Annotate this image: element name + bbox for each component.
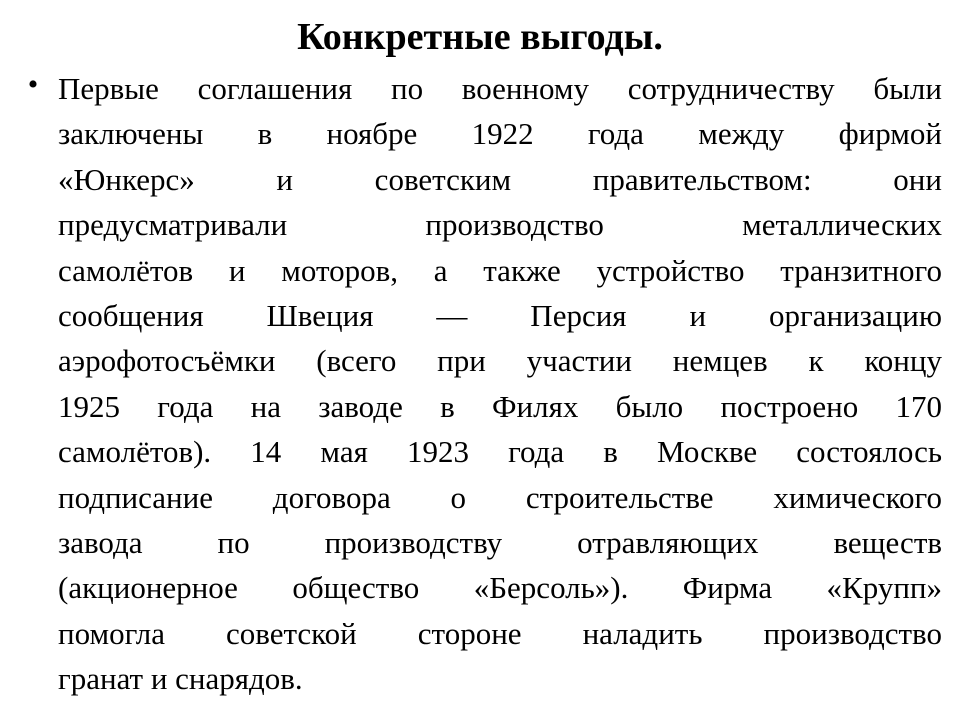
paragraph-line: самолётов и моторов, а также устройство транзитного — [58, 252, 942, 288]
paragraph-line: 1925 года на заводе в Филях было построено 170 — [58, 388, 942, 424]
paragraph-line: предусматривали производство металлических — [58, 207, 942, 243]
bullet-paragraph — [58, 66, 942, 701]
paragraph-line: подписание договора о строительстве химического — [58, 479, 942, 515]
paragraph-line: сообщения Швеция — Персия и организацию — [58, 297, 942, 333]
paragraph-line: самолётов). 14 мая 1923 года в Москве состоялось — [58, 434, 942, 470]
paragraph-line: помогла советской стороне наладить производство — [58, 615, 942, 651]
paragraph-line: завода по производству отравляющих веществ — [58, 524, 942, 560]
paragraph-line: аэрофотосъёмки (всего при участии немцев к концу — [58, 343, 942, 379]
paragraph-line: заключены в ноябре 1922 года между фирмой — [58, 116, 942, 152]
paragraph-line: «Юнкерс» и советским правительством: они — [58, 161, 942, 197]
paragraph-line: гранат и снарядов. — [58, 661, 303, 697]
paragraph-line: (акционерное общество «Берсоль»). Фирма «Крупп» — [58, 570, 942, 606]
paragraph-line: Первые соглашения по военному сотрудничеству были — [58, 71, 942, 106]
bullet-icon: • — [27, 68, 39, 101]
slide-title: Конкретные выгоды. — [297, 16, 663, 58]
